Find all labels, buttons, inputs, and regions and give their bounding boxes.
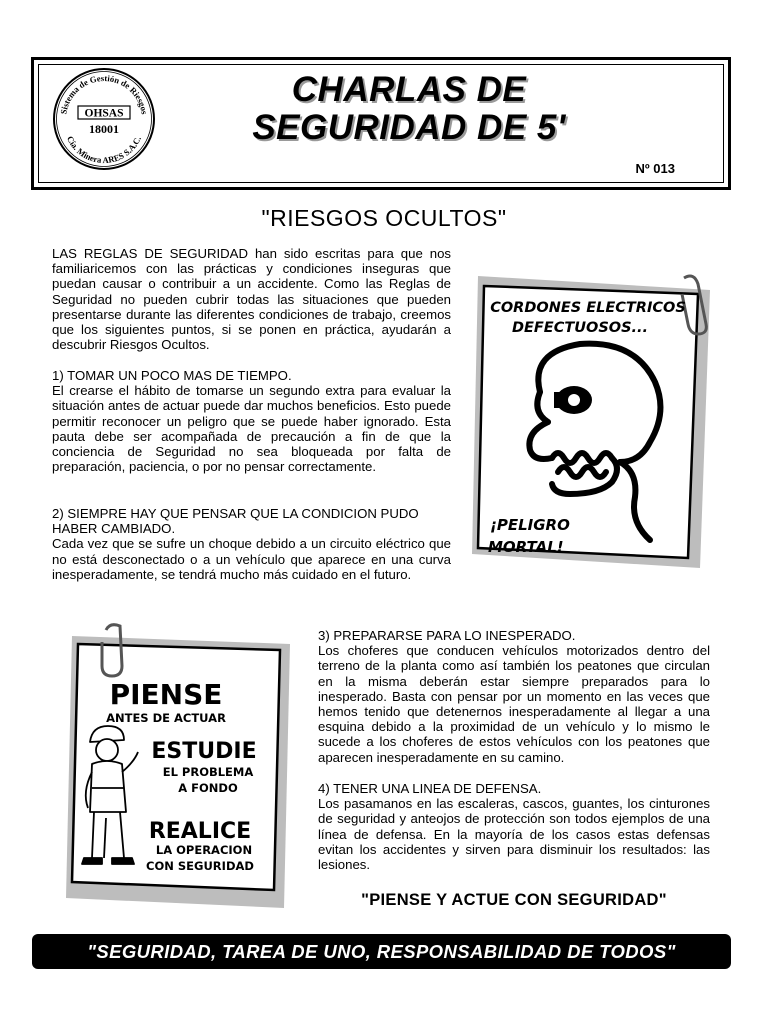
poster-warning-line-1: ¡PELIGRO <box>490 516 570 534</box>
section-title: "RIESGOS OCULTOS" <box>261 205 507 231</box>
poster-word-realice: REALICE <box>148 819 252 844</box>
page-title-line-2: SEGURIDAD DE 5' <box>252 108 566 147</box>
section-3-heading: 3) PREPARARSE PARA LO INESPERADO. <box>318 628 576 643</box>
section-2-body: Cada vez que se sufre un choque debido a un circuito eléctrico que no está desconectado o a un vehículo que aparece en una curva inesperadamente, se tendrá mucho más cuidado en el futuro. <box>52 536 451 582</box>
section-3 <box>318 628 710 765</box>
poster-sub-problema: EL PROBLEMA <box>162 765 254 779</box>
section-1 <box>52 368 451 474</box>
intro-text: LAS REGLAS DE SEGURIDAD han sido escritas para que nos familiaricemos con las prácticas y condiciones inseguras que puedan causar o contribuir a un accidente. Como las Reglas de Seguridad no pueden cubrir todas las situaciones que pueden presentarse durante las diferentes condiciones de trabajo, creemos que los siguientes puntos, si se ponen en práctica, ayudarán a descubrir Riesgos Ocultos. <box>52 246 451 353</box>
poster-sub-antes: ANTES DE ACTUAR <box>106 711 226 725</box>
section-4-heading: 4) TENER UNA LINEA DE DEFENSA. <box>318 781 542 796</box>
section-2 <box>52 506 451 582</box>
section-3-body: Los choferes que conducen vehículos motorizados dentro del terreno de la planta como así también los peatones que circulan en la misma deberán estar siempre preparados para lo inesperado. Basta con pensar por un momento en las veces que hemos tenido que detenernos inesperadamente al llegar a una esquina debido a la proximidad de un vehículo y lo mismo le sucede a los choferes de estos vehículos con los peatones que aparecen inesperadamente en su camino. <box>318 643 710 765</box>
ohsas-seal-logo <box>52 67 156 171</box>
section-2-heading: 2) SIEMPRE HAY QUE PENSAR QUE LA CONDICION PUDO HABER CAMBIADO. <box>52 506 419 537</box>
footer-banner <box>32 934 731 969</box>
poster-warning-line-2: MORTAL! <box>488 538 564 556</box>
footer-slogan: "SEGURIDAD, TAREA DE UNO, RESPONSABILIDAD DE TODOS" <box>87 941 676 962</box>
section-1-heading: 1) TOMAR UN POCO MAS DE TIEMPO. <box>52 368 292 383</box>
intro-paragraph <box>52 246 451 352</box>
seal-top-text: Sistema de Gestión de Riesgos <box>58 72 150 116</box>
poster-sub-seguridad: CON SEGURIDAD <box>146 859 254 873</box>
poster-electric-cords <box>470 272 716 572</box>
page-title-line-1: CHARLAS DE <box>291 70 527 109</box>
poster-electric-line-1: CORDONES ELECTRICOS <box>490 300 686 316</box>
poster-word-piense: PIENSE <box>109 678 223 711</box>
seal-bottom-text: Cía. Minera ARES S.A.C. <box>64 134 143 166</box>
poster-word-estudie: ESTUDIE <box>151 739 257 764</box>
poster-electric-line-2: DEFECTUOSOS... <box>511 320 649 336</box>
section-4 <box>318 781 710 872</box>
seal-center-ohsas: OHSAS <box>84 107 124 120</box>
poster-think-before-acting <box>62 622 294 912</box>
section-4-body: Los pasamanos en las escaleras, cascos, guantes, los cinturones de seguridad y anteojos de protección son todos ejemplos de una línea de defensa. En la mayoría de los casos estas defensas evitan los accidentes y sirven para disminuir los resultados: las lesiones. <box>318 796 710 873</box>
poster-sub-operacion: LA OPERACION <box>155 843 253 857</box>
seal-center-number: 18001 <box>89 122 119 136</box>
closing-slogan: "PIENSE Y ACTUE CON SEGURIDAD" <box>361 891 667 909</box>
issue-number: Nº 013 <box>635 161 675 176</box>
section-1-body: El crearse el hábito de tomarse un segundo extra para evaluar la situación antes de actuar puede dar muchos beneficios. Esto puede permitir reconocer un peligro que se puede haber ignorado. Esta pauta debe ser acompañada de precaución a fin de que la conciencia de Seguridad no sea bloqueada por falta de preparación, paciencia, o por no pensar correctamente. <box>52 383 451 475</box>
poster-sub-fondo: A FONDO <box>178 781 238 795</box>
